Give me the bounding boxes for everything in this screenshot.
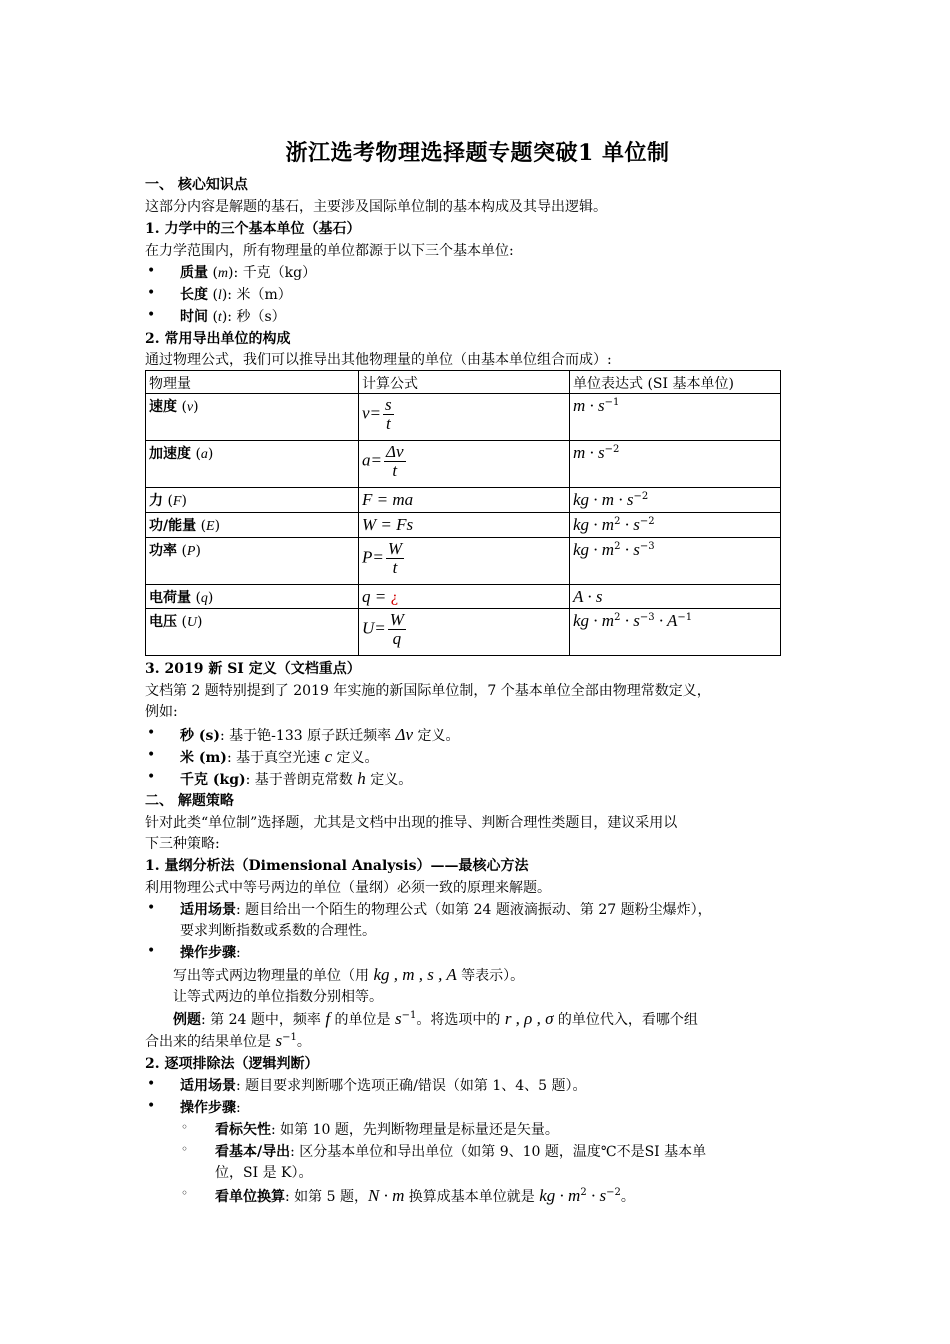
table-row [146,441,781,488]
sub-list-continuation: 位，SI 是 K）。 [215,1165,313,1181]
table-cell: P= $\frac{W}{t}$ [359,538,570,585]
circle-bullet-icon: ◦ [181,1186,189,1200]
paragraph: 例如: [145,704,178,720]
table-cell: a= $\frac{\Delta v}{t}$ [359,441,570,488]
subsection-title-base-units: 1. 力学中的三个基本单位（基石） [145,221,361,237]
table-cell: 加速度 (a) [146,441,359,488]
paragraph: 利用物理公式中等号两边的单位（量纲）必须一致的原理来解题。 [145,880,551,896]
table-cell: 电压 (U) [146,609,359,656]
list-item-continuation: 要求判断指数或系数的合理性。 [180,923,376,939]
bullet-icon: • [147,285,156,301]
step-line: 让等式两边的单位指数分别相等。 [173,989,383,1005]
table-header: 物理量 [146,371,359,394]
bullet-icon: • [147,263,156,279]
method-title-elimination: 2. 逐项排除法（逻辑判断） [145,1056,319,1072]
step-line: 写出等式两边物理量的单位（用 kg , m , s , A 等表示）。 [173,965,525,984]
table-row [146,538,781,585]
list-item: 操作步骤: [180,945,241,961]
table-row [146,513,781,538]
table-cell: v= $\frac{s}{t}$ [359,394,570,441]
bullet-icon: • [147,307,156,323]
table-cell: kg · $m^2 \cdot s^{-3} \cdot A^{-1}$ [570,609,781,656]
bullet-icon: • [147,1076,156,1092]
subsection-intro: 在力学范围内，所有物理量的单位都源于以下三个基本单位: [145,243,514,259]
table-cell: W = Fs [359,513,570,538]
table-row [146,394,781,441]
list-item: 适用场景: 题目要求判断哪个选项正确/错误（如第 1、4、5 题）。 [180,1078,587,1094]
list-item: 长度 (l): 米（m） [180,287,292,303]
example-line: 例题: 第 24 题中，频率 f 的单位是 $s^{-1}$。将选项中的 r , ρ , σ 的单位代入，看哪个组 [173,1009,698,1028]
table-cell: q = ¿ [359,585,570,609]
table-cell: 功率 (P) [146,538,359,585]
table-header: 计算公式 [359,371,570,394]
list-item: 适用场景: 题目给出一个陌生的物理公式（如第 24 题液滴振动、第 27 题粉尘爆炸）， [180,902,712,918]
list-item: 秒 (s): 基于铯-133 原子跃迁频率 Δν 定义。 [180,725,460,744]
bullet-icon: • [147,900,156,916]
table-cell: 力 (F) [146,488,359,513]
bullet-icon: • [147,769,156,785]
derived-units-table [145,370,781,656]
sub-list-item: 看基本/导出: 区分基本单位和导出单位（如第 9、10 题，温度℃不是SI 基本单 [215,1144,707,1160]
document-title: 浙江选考物理选择题专题突破1 单位制 [285,140,670,166]
circle-bullet-icon: ◦ [181,1120,189,1134]
table-cell: F = ma [359,488,570,513]
list-item: 千克 (kg): 基于普朗克常数 h 定义。 [180,769,413,788]
table-header-row [146,371,781,394]
table-cell: 功/能量 (E) [146,513,359,538]
table-cell: $m \cdot s^{-1}$ [570,394,781,441]
sub-list-item: 看标矢性: 如第 10 题，先判断物理量是标量还是矢量。 [215,1122,559,1138]
circle-bullet-icon: ◦ [181,1142,189,1156]
bullet-icon: • [147,725,156,741]
sub-list-item: 看单位换算: 如第 5 题，N · m 换算成基本单位就是 kg · $m^2 \cdot s^{-2}$。 [215,1186,635,1205]
list-item: 操作步骤: [180,1100,241,1116]
table-row [146,488,781,513]
list-item: 质量 (m): 千克（kg） [180,265,317,281]
table-cell: A · s [570,585,781,609]
paragraph: 针对此类“单位制”选择题，尤其是文档中出现的推导、判断合理性类题目，建议采用以 [145,815,678,831]
table-cell: kg · $m^2 \cdot s^{-3}$ [570,538,781,585]
subsection-intro: 通过物理公式，我们可以推导出其他物理量的单位（由基本单位组合而成）: [145,352,612,368]
list-item: 米 (m): 基于真空光速 c 定义。 [180,747,379,766]
section-heading-strategy: 二、 解题策略 [145,793,234,809]
table-cell: $m \cdot s^{-2}$ [570,441,781,488]
section-intro: 这部分内容是解题的基石，主要涉及国际单位制的基本构成及其导出逻辑。 [145,199,607,215]
bullet-icon: • [147,943,156,959]
table-cell: 电荷量 (q) [146,585,359,609]
method-title-dimensional: 1. 量纲分析法（Dimensional Analysis）——最核心方法 [145,858,529,874]
paragraph: 下三种策略: [145,836,220,852]
table-row [146,585,781,609]
subsection-title-si2019: 3. 2019 新 SI 定义（文档重点） [145,661,361,677]
bullet-icon: • [147,1098,156,1114]
list-item: 时间 (t): 秒（s） [180,309,286,325]
bullet-icon: • [147,747,156,763]
paragraph: 文档第 2 题特别提到了 2019 年实施的新国际单位制，7 个基本单位全部由物理常数定义， [145,683,711,699]
subsection-title-derived: 2. 常用导出单位的构成 [145,331,291,347]
table-cell: kg · $m^2 \cdot s^{-2}$ [570,513,781,538]
table-row [146,609,781,656]
table-cell: kg · $m \cdot s^{-2}$ [570,488,781,513]
table-cell: 速度 (v) [146,394,359,441]
example-line: 合出来的结果单位是 $s^{-1}$。 [145,1031,311,1050]
table-cell: U= $\frac{W}{q}$ [359,609,570,656]
section-heading-core: 一、 核心知识点 [145,177,248,193]
table-header: 单位表达式 (SI 基本单位) [570,371,781,394]
